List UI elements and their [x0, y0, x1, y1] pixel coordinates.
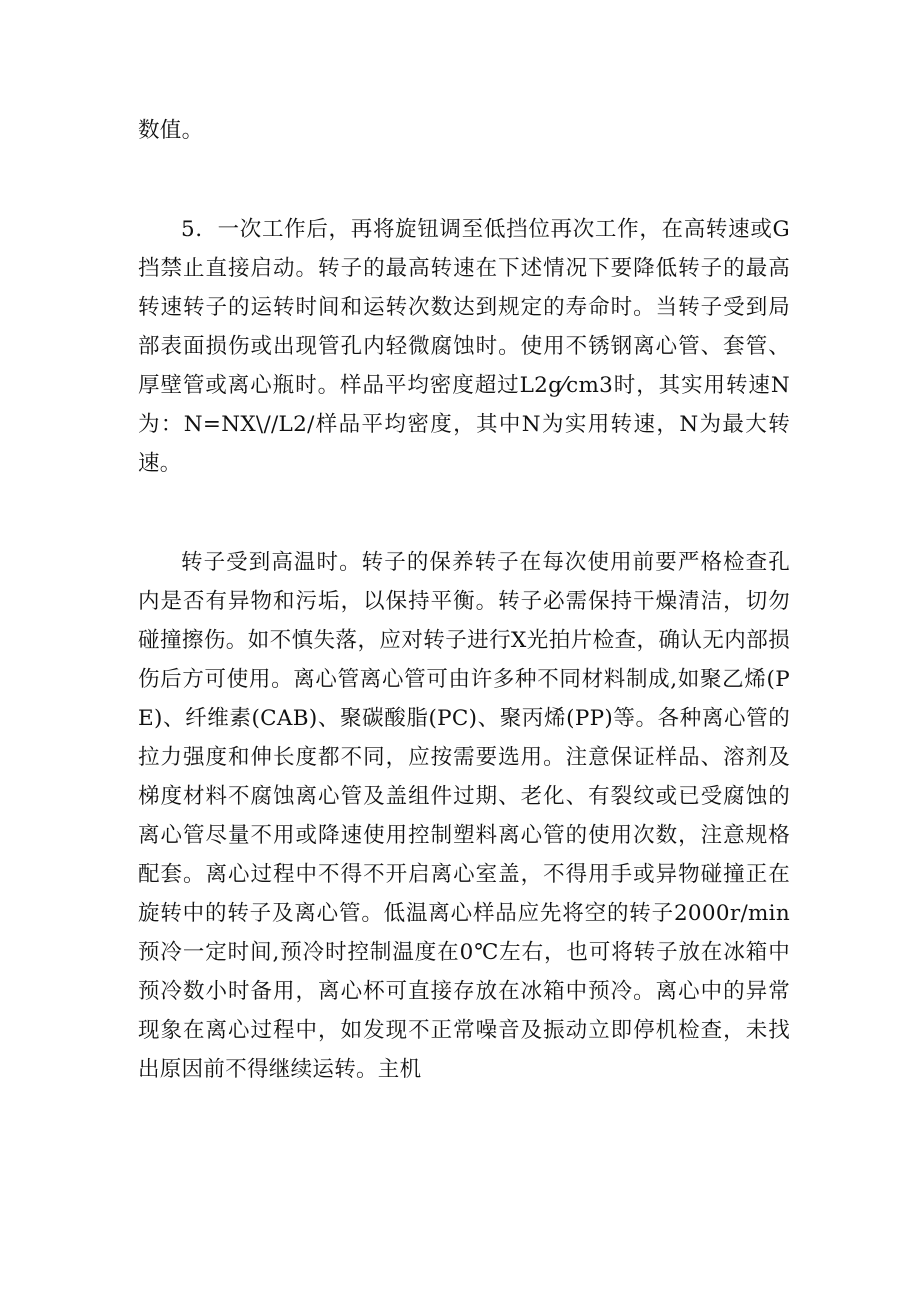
- paragraph-rotor-maintenance: 转子受到高温时。转子的保养转子在每次使用前要严格检查孔内是否有异物和污垢，以保持平衡。转子必需保持干燥清洁，切勿碰撞擦伤。如不慎失落，应对转子进行X光拍片检查，确认无内部损伤后方可使用。离心管离心管可由许多种不同材料制成,如聚乙烯(PE)、纤维素(CAB)、聚碳酸脂(PC)、聚丙烯(PP)等。各种离心管的拉力强度和伸长度都不同，应按需要选用。注意保证样品、溶剂及梯度材料不腐蚀离心管及盖组件过期、老化、有裂纹或已受腐蚀的离心管尽量不用或降速使用控制塑料离心管的使用次数，注意规格配套。离心过程中不得不开启离心室盖，不得用手或异物碰撞正在旋转中的转子及离心管。低温离心样品应先将空的转子2000r/min预冷一定时间,预冷时控制温度在0℃左右，也可将转子放在冰箱中预冷数小时备用，离心杯可直接存放在冰箱中预冷。离心中的异常现象在离心过程中，如发现不正常噪音及振动立即停机检查，未找出原因前不得继续运转。主机: [138, 550, 790, 1082]
- paragraph-continuation: 数值。: [138, 118, 204, 143]
- paragraph-item-5: 5．一次工作后，再将旋钮调至低挡位再次工作，在高转速或G挡禁止直接启动。转子的最高转速在下述情况下要降低转子的最高转速转子的运转时间和运转次数达到规定的寿命时。当转子受到局部表面损伤或出现管孔内轻微腐蚀时。使用不锈钢离心管、套管、厚壁管或离心瓶时。样品平均密度超过L2g⁄cm3时，其实用转速N为：N=NX\//L2/样品平均密度，其中N为实用转速，N为最大转速。: [138, 217, 790, 476]
